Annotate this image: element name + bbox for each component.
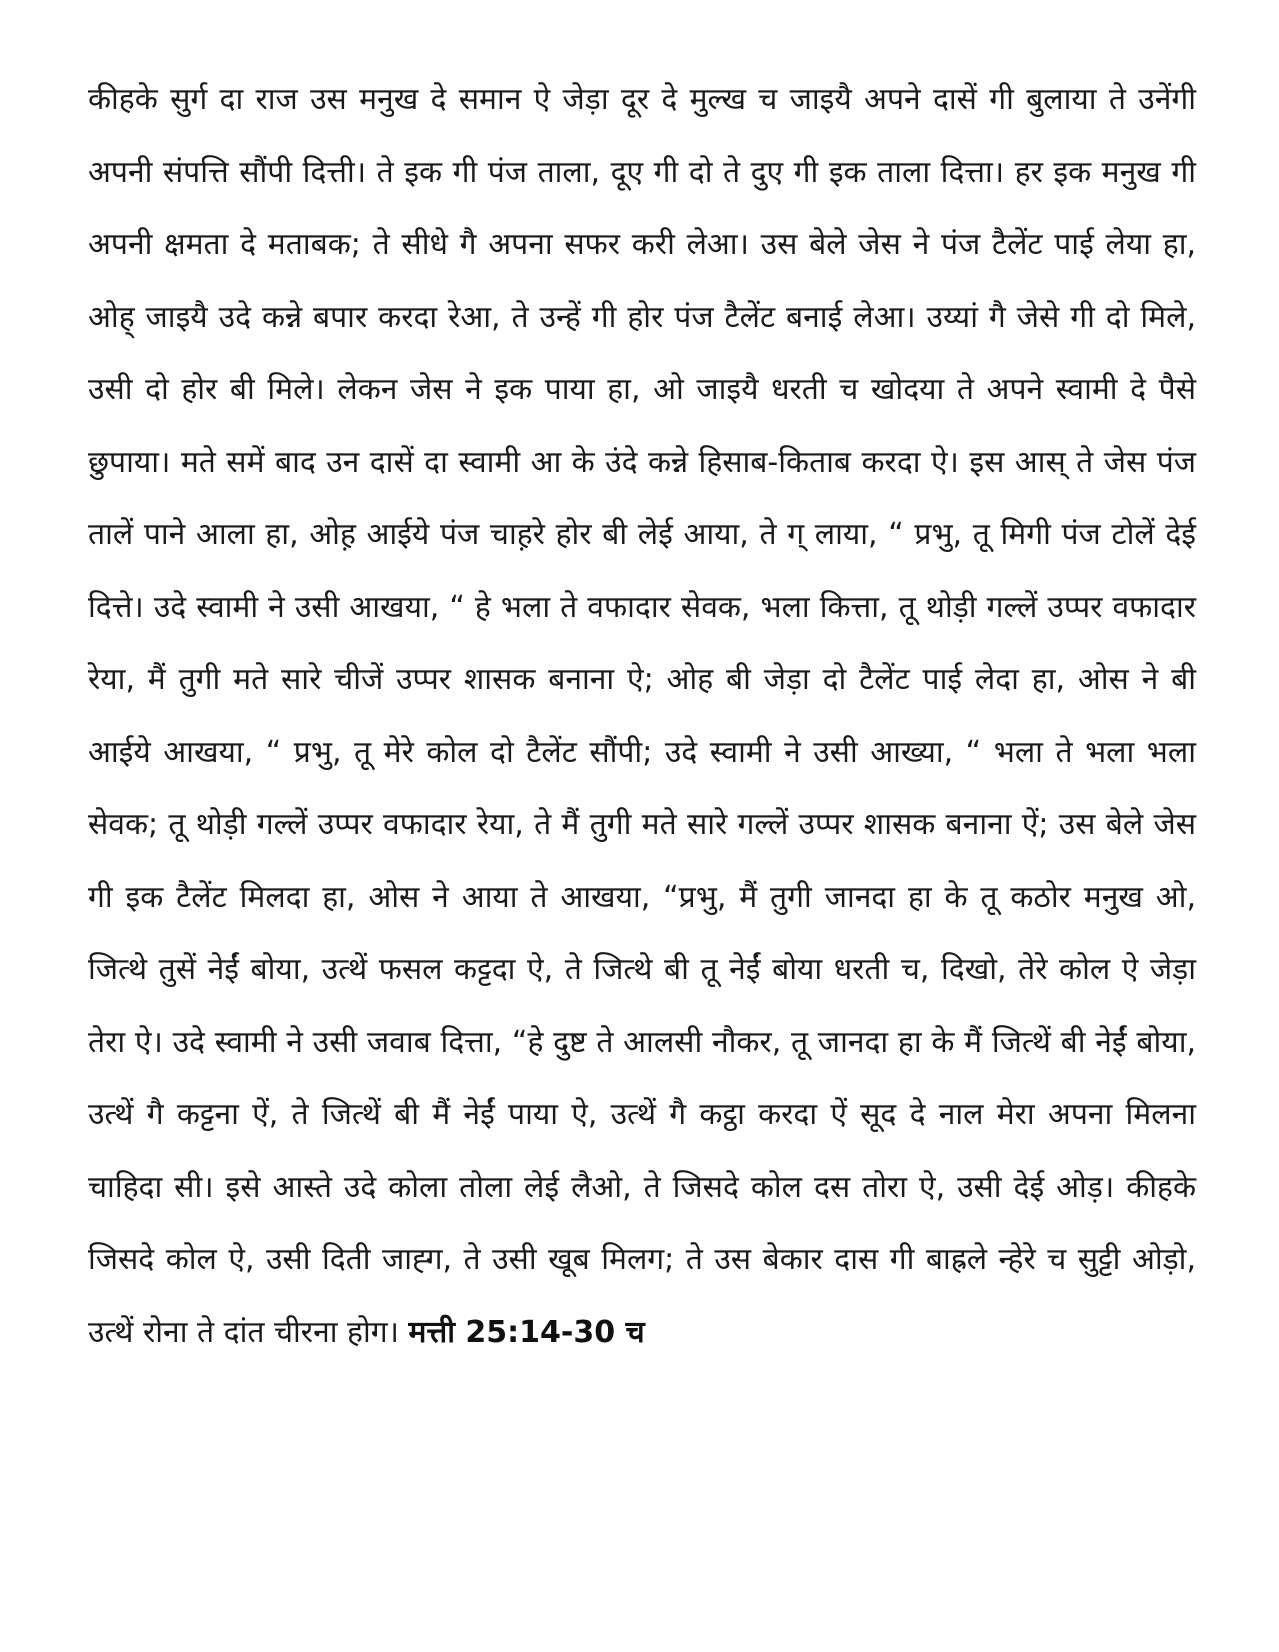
passage-body-text: कीहके सुर्ग दा राज उस मनुख दे समान ऐ जेड़ा दूर दे मुल्ख च जाइयै अपने दासें गी बुलाया ते उनेंगी अपनी संपत्ति सौंपी दित्ती। ते इक गी पंज ताला, दूए गी दो ते दुए गी इक ताला दित्ता। हर इक मनुख गी अपनी क्षमता दे मताबक; ते सीधे गै अपना सफर करी लेआ। उस बेले जेस ने पंज टैलेंट पाई लेया हा, ओह् जाइयै उदे कन्ने बपार करदा रेआ, ते उन्हें गी होर पंज टैलेंट बनाई लेआ। उय्यां गै जेसे गी दो मिले, उसी दो होर बी मिले। लेकन जेस ने इक पाया हा, ओ जाइयै धरती च खोदया ते अपने स्वामी दे पैसे छुपाया। मते समें बाद उन दासें दा स्वामी आ के उंदे कन्ने हिसाब-किताब करदा ऐ। इस आस् ते जेस पंज तालें पाने आला हा, ओह़ आईये पंज चाह़रे होर बी लेई आया, ते ग् लाया, “ प्रभु, तू मिगी पंज टोलें देई दित्ते। उदे स्वामी ने उसी आखया, “ हे भला ते वफादार सेवक, भला कित्ता, तू थोड़ी गल्लें उप्पर वफादार रेया, मैं तुगी मते सारे चीजें उप्पर शासक बनाना ऐ; ओह बी जेड़ा दो टैलेंट पाई लेदा हा, ओस ने बी आईये आखया, “ प्रभु, तू मेरे कोल दो टैलेंट सौंपी; उदे स्वामी ने उसी आख्या, “ भला ते भला भला सेवक; तू थोड़ी गल्लें उप्पर वफादार रेया, ते मैं तुगी मते सारे गल्लें उप्पर शासक बनाना ऐं; उस बेले जेस गी इक टैलेंट मिलदा हा, ओस ने आया ते आखया, “प्रभु, मैं तुगी जानदा हा के तू कठोर मनुख ओ, जित्थे तुसें नेईं बोया, उत्थें फसल कट्टदा ऐ, ते जित्थे बी तू नेईं बोया धरती च, दिखो, तेरे कोल ऐ जेड़ा तेरा ऐ। उदे स्वामी ने उसी जवाब दित्ता, “हे दुष्ट ते आलसी नौकर, तू जानदा हा के मैं जित्थें बी नेईं बोया, उत्थें गै कट्टना ऐं, ते जित्थें बी मैं नेईं पाया ऐ, उत्थें गै कट्ठा करदा ऐं सूद दे नाल मेरा अपना मिलना चाहिदा सी। इसे आस्ते उदे कोला तोला लेई लैओ, ते जिसदे कोल दस तोरा ऐ, उसी देई ओड़। कीहके जिसदे कोल ऐ, उसी दिती जाह्ग, ते उसी खूब मिलग; ते उस बेकार दास गी बाह्रले न्हेरे च सुट्टी ओड़ो, उत्थें रोना ते दांत चीरना होग। xyxy=(88,82,1196,1350)
scripture-reference: मत्ती 25:14-30 च xyxy=(408,1314,645,1350)
scripture-passage xyxy=(88,64,1196,1369)
